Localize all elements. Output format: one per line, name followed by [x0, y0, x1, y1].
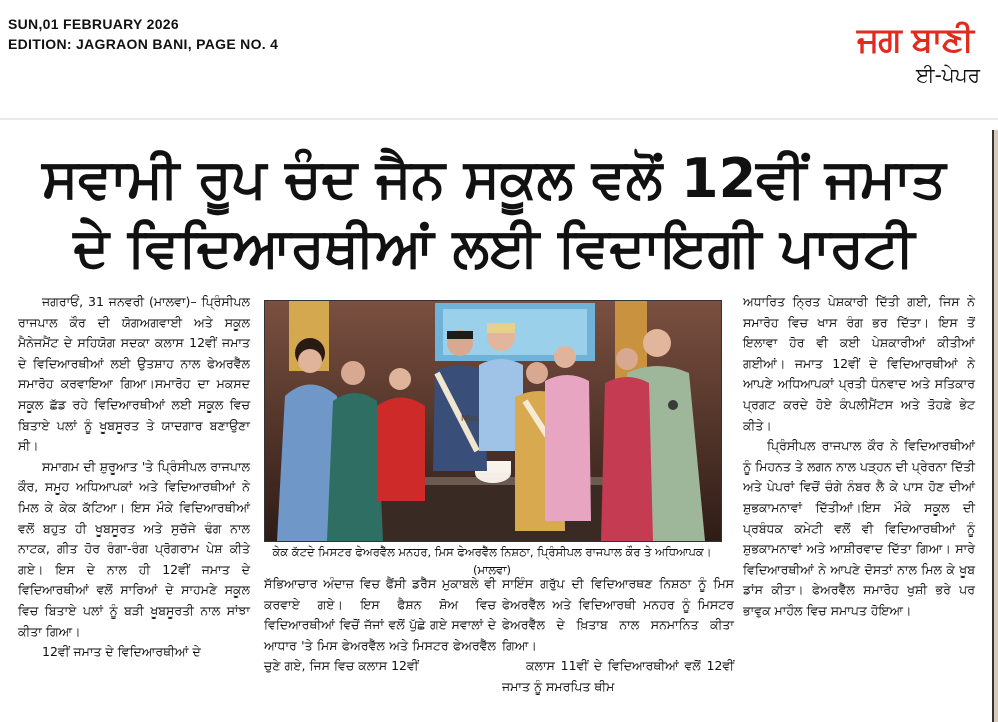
paragraph: 12ਵੀਂ ਜਮਾਤ ਦੇ ਵਿਦਿਆਰਥੀਆਂ ਦੇ — [42, 644, 201, 660]
headline-line-2: ਦੇ ਵਿਦਿਆਰਥੀਆਂ ਲਈ ਵਿਦਾਇਗੀ ਪਾਰਟੀ — [73, 216, 915, 279]
sash-text: Miss — [461, 414, 479, 423]
farewell-photo-illustration — [265, 301, 721, 541]
paragraph: ਕਲਾਸ 11ਵੀਂ ਦੇ ਵਿਦਿਆਰਥੀਆਂ ਵਲੋਂ 12ਵੀਂ ਜਮਾਤ ਨੂੰ ਸਮਰਪਿਤ ਥੀਮ — [502, 658, 734, 694]
edition-line: EDITION: JAGRAON BANI, PAGE NO. 4 — [8, 36, 279, 52]
paragraph: ਜਗਰਾਓਂ, 31 ਜਨਵਰੀ (ਮਾਲਵਾ)– ਪ੍ਰਿੰਸੀਪਲ ਰਾਜਪਾਲ ਕੌਰ ਦੀ ਯੋਗਅਗਵਾਈ ਅਤੇ ਸਕੂਲ ਮੈਨੇਜਮੈਂਟ ਦੇ ਸਹਿਯੋਗ ਸਦਕਾ ਕਲਾਸ 12ਵੀਂ ਜਮਾਤ ਦੇ ਵਿਦਿਆਰਥੀਆਂ ਲਈ ਉਤਸ਼ਾਹ ਨਾਲ ਫੇਅਰਵੈੱਲ ਸਮਾਰੋਹ ਕਰਵਾਇਆ ਗਿਆ।ਸਮਾਰੋਹ ਦਾ ਮਕਸਦ ਸਕੂਲ ਛੱਡ ਰਹੇ ਵਿਦਿਆਰਥੀਆਂ ਲਈ ਸਕੂਲ ਵਿਚ ਬਿਤਾਏ ਪਲਾਂ ਨੂੰ ਖੂਬਸੂਰਤ ਤੇ ਯਾਦਗਾਰ ਬਣਾਉਣਾ ਸੀ। — [18, 294, 250, 454]
article-column-left — [18, 292, 250, 663]
paragraph: ਸੱਭਿਆਚਾਰ ਅੰਦਾਜ਼ ਵਿਚ ਫੈਂਸੀ ਡਰੈੱਸ ਮੁਕਾਬਲੇ ਵੀ ਕਰਵਾਏ ਗਏ। ਇਸ ਫੈਸ਼ਨ ਸ਼ੋਅ ਵਿਚ ਵਿਦਿਆਰਥੀਆਂ ਵਿਚੋਂ ਜੱਜਾਂ ਵਲੋਂ ਪੁੱਛੇ ਗਏ ਸਵਾਲਾਂ ਦੇ ਆਧਾਰ 'ਤੇ ਮਿਸ ਫੇਅਰਵੈੱਲ ਅਤੇ ਮਿਸਟਰ ਫੇਅਰਵੈੱਲ ਚੁਣੇ ਗਏ, ਜਿਸ ਵਿਚ ਕਲਾਸ 12ਵੀਂ — [264, 576, 496, 674]
adjacent-page-edge — [988, 130, 998, 722]
logo-subtitle: ਈ-ਪੇਪਰ — [916, 63, 980, 87]
paragraph: ਅਧਾਰਿਤ ਨ੍ਰਿਤ ਪੇਸ਼ਕਾਰੀ ਦਿੱਤੀ ਗਈ, ਜਿਸ ਨੇ ਸਮਾਰੋਹ ਵਿਚ ਖਾਸ ਰੰਗ ਭਰ ਦਿੱਤਾ। ਇਸ ਤੋਂ ਇਲਾਵਾ ਹੋਰ ਵੀ ਕਈ ਪੇਸ਼ਕਾਰੀਆਂ ਕੀਤੀਆਂ ਗਈਆਂ। ਜਮਾਤ 12ਵੀਂ ਦੇ ਵਿਦਿਆਰਥੀਆਂ ਨੇ ਆਪਣੇ ਅਧਿਆਪਕਾਂ ਪ੍ਰਤੀ ਧੰਨਵਾਦ ਅਤੇ ਸਤਿਕਾਰ ਪ੍ਰਗਟ ਕਰਦੇ ਹੋਏ ਕੰਪਲੀਮੈਂਟਸ ਅਤੇ ਤੋਹਫ਼ੇ ਭੇਟ ਕੀਤੇ। — [743, 294, 975, 433]
paragraph: ਪ੍ਰਿੰਸੀਪਲ ਰਾਜਪਾਲ ਕੌਰ ਨੇ ਵਿਦਿਆਰਥੀਆਂ ਨੂੰ ਮਿਹਨਤ ਤੇ ਲਗਨ ਨਾਲ ਪੜ੍ਹਨ ਦੀ ਪ੍ਰੇਰਨਾ ਦਿੱਤੀ ਅਤੇ ਪੇਪਰਾਂ ਵਿਚੋਂ ਚੰਗੇ ਨੰਬਰ ਲੈ ਕੇ ਪਾਸ ਹੋਣ ਦੀਆਂ ਸ਼ੁਭਕਾਮਨਾਵਾਂ ਦਿੱਤੀਆਂ।ਇਸ ਮੌਕੇ ਸਕੂਲ ਦੀ ਪ੍ਰਬੰਧਕ ਕਮੇਟੀ ਵਲੋਂ ਵੀ ਵਿਦਿਆਰਥੀਆਂ ਨੂੰ ਸ਼ੁਭਕਾਮਨਾਵਾਂ ਅਤੇ ਆਸ਼ੀਰਵਾਦ ਦਿੱਤਾ ਗਿਆ। ਸਾਰੇ ਵਿਦਿਆਰਥੀਆਂ ਨੇ ਆਪਣੇ ਦੋਸਤਾਂ ਨਾਲ ਮਿਲ ਕੇ ਖੂਬ ਡਾਂਸ ਕੀਤਾ। ਫੇਅਰਵੈੱਲ ਸਮਾਰੋਹ ਖੁਸ਼ੀ ਭਰੇ ਪਰ ਭਾਵੁਕ ਮਾਹੌਲ ਵਿਚ ਸਮਾਪਤ ਹੋਇਆ। — [743, 438, 975, 618]
photo-caption: ਕੇਕ ਕੱਟਦੇ ਮਿਸਟਰ ਫੇਅਰਵੈੱਲ ਮਨਹਰ, ਮਿਸ ਫੇਅਰਵੈੱਲ ਨਿਸ਼ਠਾ, ਪ੍ਰਿੰਸੀਪਲ ਰਾਜਪਾਲ ਕੌਰ ਤੇ ਅਧਿਆਪਕ। (ਮਾਲਵਾ) — [272, 545, 712, 577]
paragraph: ਸਮਾਗਮ ਦੀ ਸ਼ੁਰੂਆਤ 'ਤੇ ਪ੍ਰਿੰਸੀਪਲ ਰਾਜਪਾਲ ਕੌਰ, ਸਮੂਹ ਅਧਿਆਪਕਾਂ ਅਤੇ ਵਿਦਿਆਰਥੀਆਂ ਨੇ ਮਿਲ ਕੇ ਕੇਕ ਕੱਟਿਆ। ਇਸ ਮੌਕੇ ਵਿਦਿਆਰਥੀਆਂ ਵਲੋਂ ਬਹੁਤ ਹੀ ਖੂਬਸੂਰਤ ਅਤੇ ਸੁਚੱਜੇ ਢੰਗ ਨਾਲ ਨਾਟਕ, ਗੀਤ ਹੋਰ ਰੰਗਾ-ਰੰਗ ਪ੍ਰੋਗਰਾਮ ਪੇਸ਼ ਕੀਤੇ ਗਏ। ਇਸ ਦੇ ਨਾਲ ਹੀ 12ਵੀਂ ਜਮਾਤ ਦੇ ਵਿਦਿਆਰਥੀਆਂ ਵਲੋਂ ਸਾਰਿਆਂ ਦੇ ਸਾਹਮਣੇ ਸਕੂਲ ਵਿਚ ਬਿਤਾਏ ਪਲਾਂ ਨੂੰ ਬੜੀ ਖੂਬਸੂਰਤੀ ਨਾਲ ਸਾਂਝਾ ਕੀਤਾ ਗਿਆ। — [18, 458, 250, 639]
article-column-right — [743, 292, 975, 622]
paragraph: ਸਾਇੰਸ ਗਰੁੱਪ ਦੀ ਵਿਦਿਆਰਥਣ ਨਿਸ਼ਠਾ ਨੂੰ ਮਿਸ ਫੇਅਰਵੈੱਲ ਅਤੇ ਵਿਦਿਆਰਥੀ ਮਨਹਰ ਨੂੰ ਮਿਸਟਰ ਫੇਅਰਵੈੱਲ ਦੇ ਖ਼ਿਤਾਬ ਨਾਲ ਸਨਮਾਨਿਤ ਕੀਤਾ ਗਿਆ। — [502, 576, 734, 653]
jagbani-logo[interactable] — [850, 20, 980, 90]
header-divider — [0, 118, 998, 120]
headline-line-1: ਸਵਾਮੀ ਰੂਪ ਚੰਦ ਜੈਨ ਸਕੂਲ ਵਲੋਂ 12ਵੀਂ ਜਮਾਤ — [42, 147, 946, 210]
article-photo — [264, 300, 722, 542]
date-line: SUN,01 FEBRUARY 2026 — [8, 16, 179, 32]
page-header — [0, 0, 998, 118]
article-column-mid-2 — [502, 574, 734, 698]
article-column-mid-1 — [264, 574, 496, 677]
logo-title: ਜਗ ਬਾਣੀ — [856, 20, 973, 60]
